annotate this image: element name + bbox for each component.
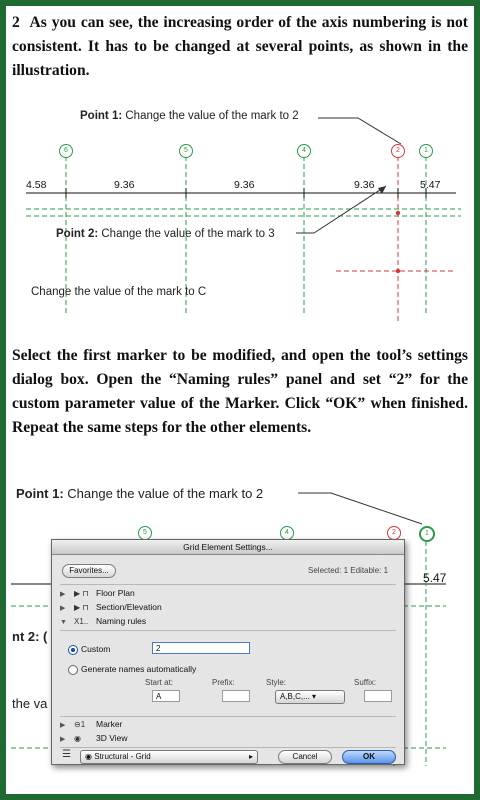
grid-marker[interactable]: 1 [419, 144, 433, 158]
ok-button[interactable]: OK [342, 750, 396, 764]
grid-marker-selected[interactable]: 1 [419, 526, 435, 542]
fig2-point1-annotation: Point 1: Change the value of the mark to 2 [16, 486, 264, 501]
dimension-value: 5.47 [423, 571, 447, 585]
point1-annotation: Point 1: Change the value of the mark to 2 [80, 110, 299, 122]
dropdown-arrow-icon: ▾ [312, 692, 317, 701]
section-icon: ▶ ⊓ [74, 603, 89, 612]
layer-select[interactable]: ◉ Structural - Grid ▸ [80, 750, 258, 764]
grid-marker[interactable]: 5 [138, 526, 152, 540]
start-at-input[interactable]: A [152, 690, 180, 702]
divider [60, 630, 396, 631]
intro-text: As you can see, the increasing order of the axis numbering is not consistent. It has to be changed at several points, as shown in the illustration. [12, 14, 468, 79]
custom-value-input[interactable]: 2 [152, 642, 250, 654]
selected-count: Selected: 1 Editable: 1 [308, 566, 389, 575]
grid-marker-highlighted[interactable]: 2 [387, 526, 401, 540]
start-at-label: Start at: [145, 678, 174, 687]
divider [60, 584, 396, 585]
generate-names-option[interactable]: Generate names automatically [68, 663, 404, 676]
suffix-label: Suffix: [354, 678, 377, 687]
suffix-input[interactable] [364, 690, 392, 702]
custom-option[interactable]: Custom [68, 643, 404, 656]
panel-3d-view[interactable]: ▶ ◉ 3D View [60, 732, 396, 745]
dimension-value: 9.36 [114, 179, 135, 191]
instructions-paragraph: Select the first marker to be modified, and open the tool’s settings dialog box. Open the “Naming rules” panel and set “2” for the custom parameter value of the Marker. Click “OK” when finished. Repeat the same steps for the other elements. [12, 347, 468, 436]
divider [60, 716, 396, 717]
page [6, 6, 474, 794]
custom-radio[interactable] [68, 645, 78, 655]
naming-rules-icon: X1.. [74, 617, 89, 626]
generate-radio[interactable] [68, 665, 78, 675]
fig2-note-partial: the va [12, 696, 48, 711]
panel-marker[interactable]: ▶ ⊖1 Marker [60, 718, 396, 731]
prefix-label: Prefix: [212, 678, 235, 687]
grid-element-settings-dialog [51, 539, 405, 765]
dimension-value: 5.47 [420, 179, 441, 191]
panel-section-elevation[interactable]: ▶ ▶ ⊓ Section/Elevation [60, 601, 396, 614]
grid-marker[interactable]: 5 [179, 144, 193, 158]
expand-triangle-icon: ▶ [60, 605, 66, 612]
grid-marker[interactable]: 6 [59, 144, 73, 158]
dialog-title: Grid Element Settings... [52, 540, 404, 555]
grid-marker[interactable]: 4 [280, 526, 294, 540]
expand-triangle-icon: ▶ [60, 722, 66, 729]
layer-stack-icon: ☰ [62, 749, 71, 760]
note-c-annotation: Change the value of the mark to C [31, 286, 207, 298]
grid-marker[interactable]: 4 [297, 144, 311, 158]
favorites-button[interactable]: Favorites... [62, 564, 116, 578]
panel-floor-plan[interactable]: ▶ ▶ ⊓ Floor Plan [60, 587, 396, 600]
floor-plan-icon: ▶ ⊓ [74, 589, 89, 598]
grid-marker-highlighted[interactable]: 2 [391, 144, 405, 158]
style-select[interactable]: A,B,C,... ▾ [275, 690, 345, 704]
dimension-value: 9.36 [234, 179, 255, 191]
3d-view-icon: ◉ [74, 734, 81, 743]
point2-annotation: Point 2: Change the value of the mark to 3 [56, 228, 275, 240]
style-label: Style: [266, 678, 287, 687]
fig2-point2-partial: nt 2: ( [12, 629, 48, 644]
expand-triangle-icon: ▶ [60, 591, 66, 598]
eye-icon: ◉ [85, 752, 92, 761]
dimension-value: 4.58 [26, 179, 47, 191]
divider [60, 747, 396, 748]
expand-triangle-icon: ▶ [60, 736, 66, 743]
marker-icon: ⊖1 [74, 720, 86, 729]
prefix-input[interactable] [222, 690, 250, 702]
collapse-triangle-icon: ▼ [60, 619, 67, 626]
cancel-button[interactable]: Cancel [278, 750, 332, 764]
step-number: 2 [12, 14, 20, 31]
panel-naming-rules[interactable]: ▼ X1.. Naming rules [60, 615, 396, 628]
dropdown-arrow-icon: ▸ [248, 752, 253, 761]
dimension-value: 9.36 [354, 179, 375, 191]
